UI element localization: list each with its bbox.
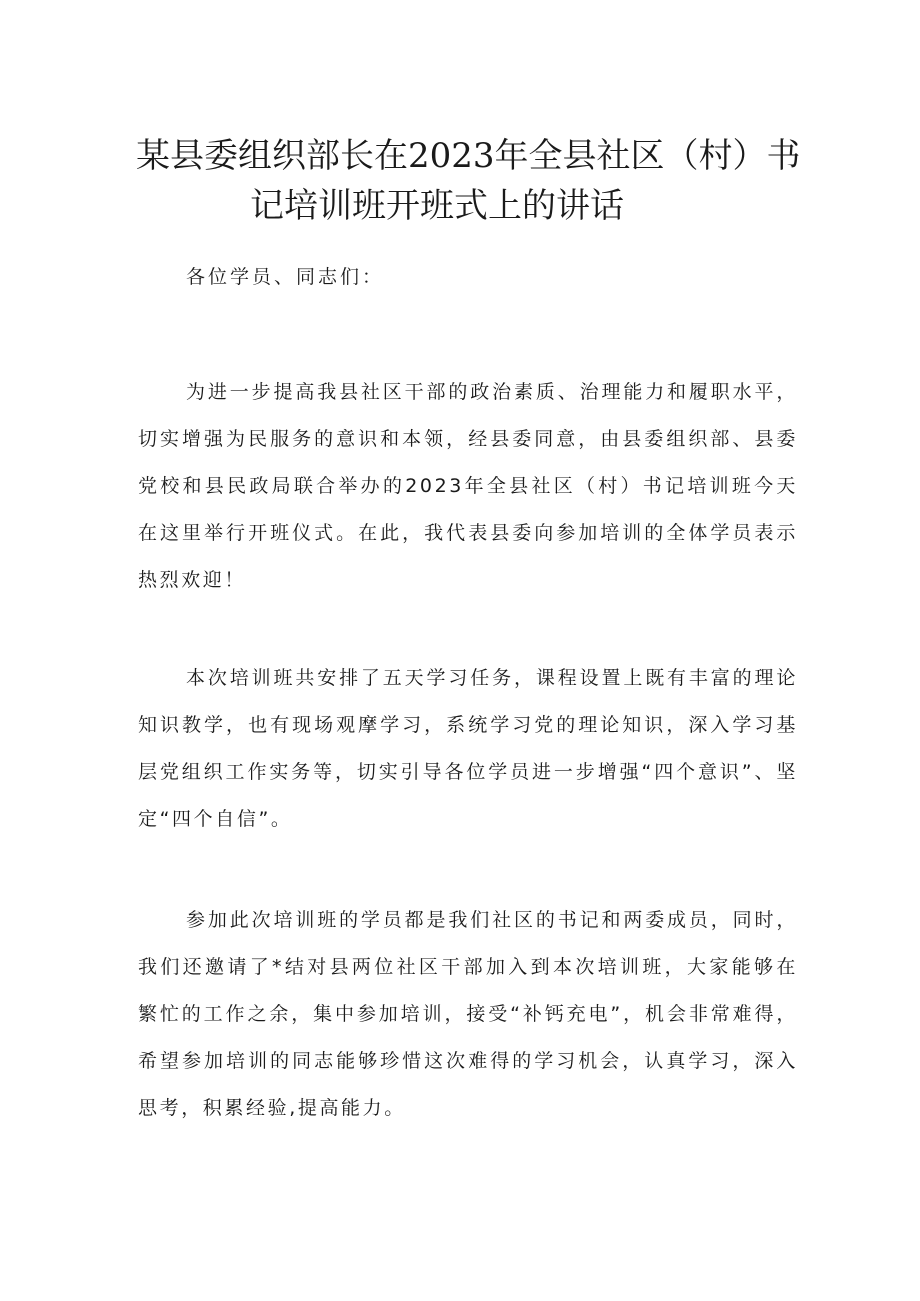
- paragraph-3: 参加此次培训班的学员都是我们社区的书记和两委成员，同时，我们还邀请了*结对县两位社区干部加入到本次培训班，大家能够在繁忙的工作之余，集中参加培训，接受“补钙充电”，机会非常难得，希望参加培训的同志能够珍惜这次难得的学习机会，认真学习，深入思考，积累经验,提高能力。: [138, 909, 798, 1119]
- document-title: [120, 131, 800, 231]
- title-line-1: 某县委组织部长在2023年全县社区（村）书: [136, 135, 801, 176]
- paragraph-2: 本次培训班共安排了五天学习任务，课程设置上既有丰富的理论知识教学，也有现场观摩学习，系统学习党的理论知识，深入学习基层党组织工作实务等，切实引导各位学员进一步增强“四个意识”、坚定“四个自信”。: [138, 667, 798, 830]
- title-line-2: 记培训班开班式上的讲话: [250, 185, 624, 226]
- salutation: 各位学员、同志们：: [186, 266, 385, 288]
- paragraph-1: 为进一步提高我县社区干部的政治素质、治理能力和履职水平，切实增强为民服务的意识和本领，经县委同意，由县委组织部、县委党校和县民政局联合举办的2023年全县社区（村）书记培训班今天在这里举行开班仪式。在此，我代表县委向参加培训的全体学员表示热烈欢迎！: [138, 381, 798, 591]
